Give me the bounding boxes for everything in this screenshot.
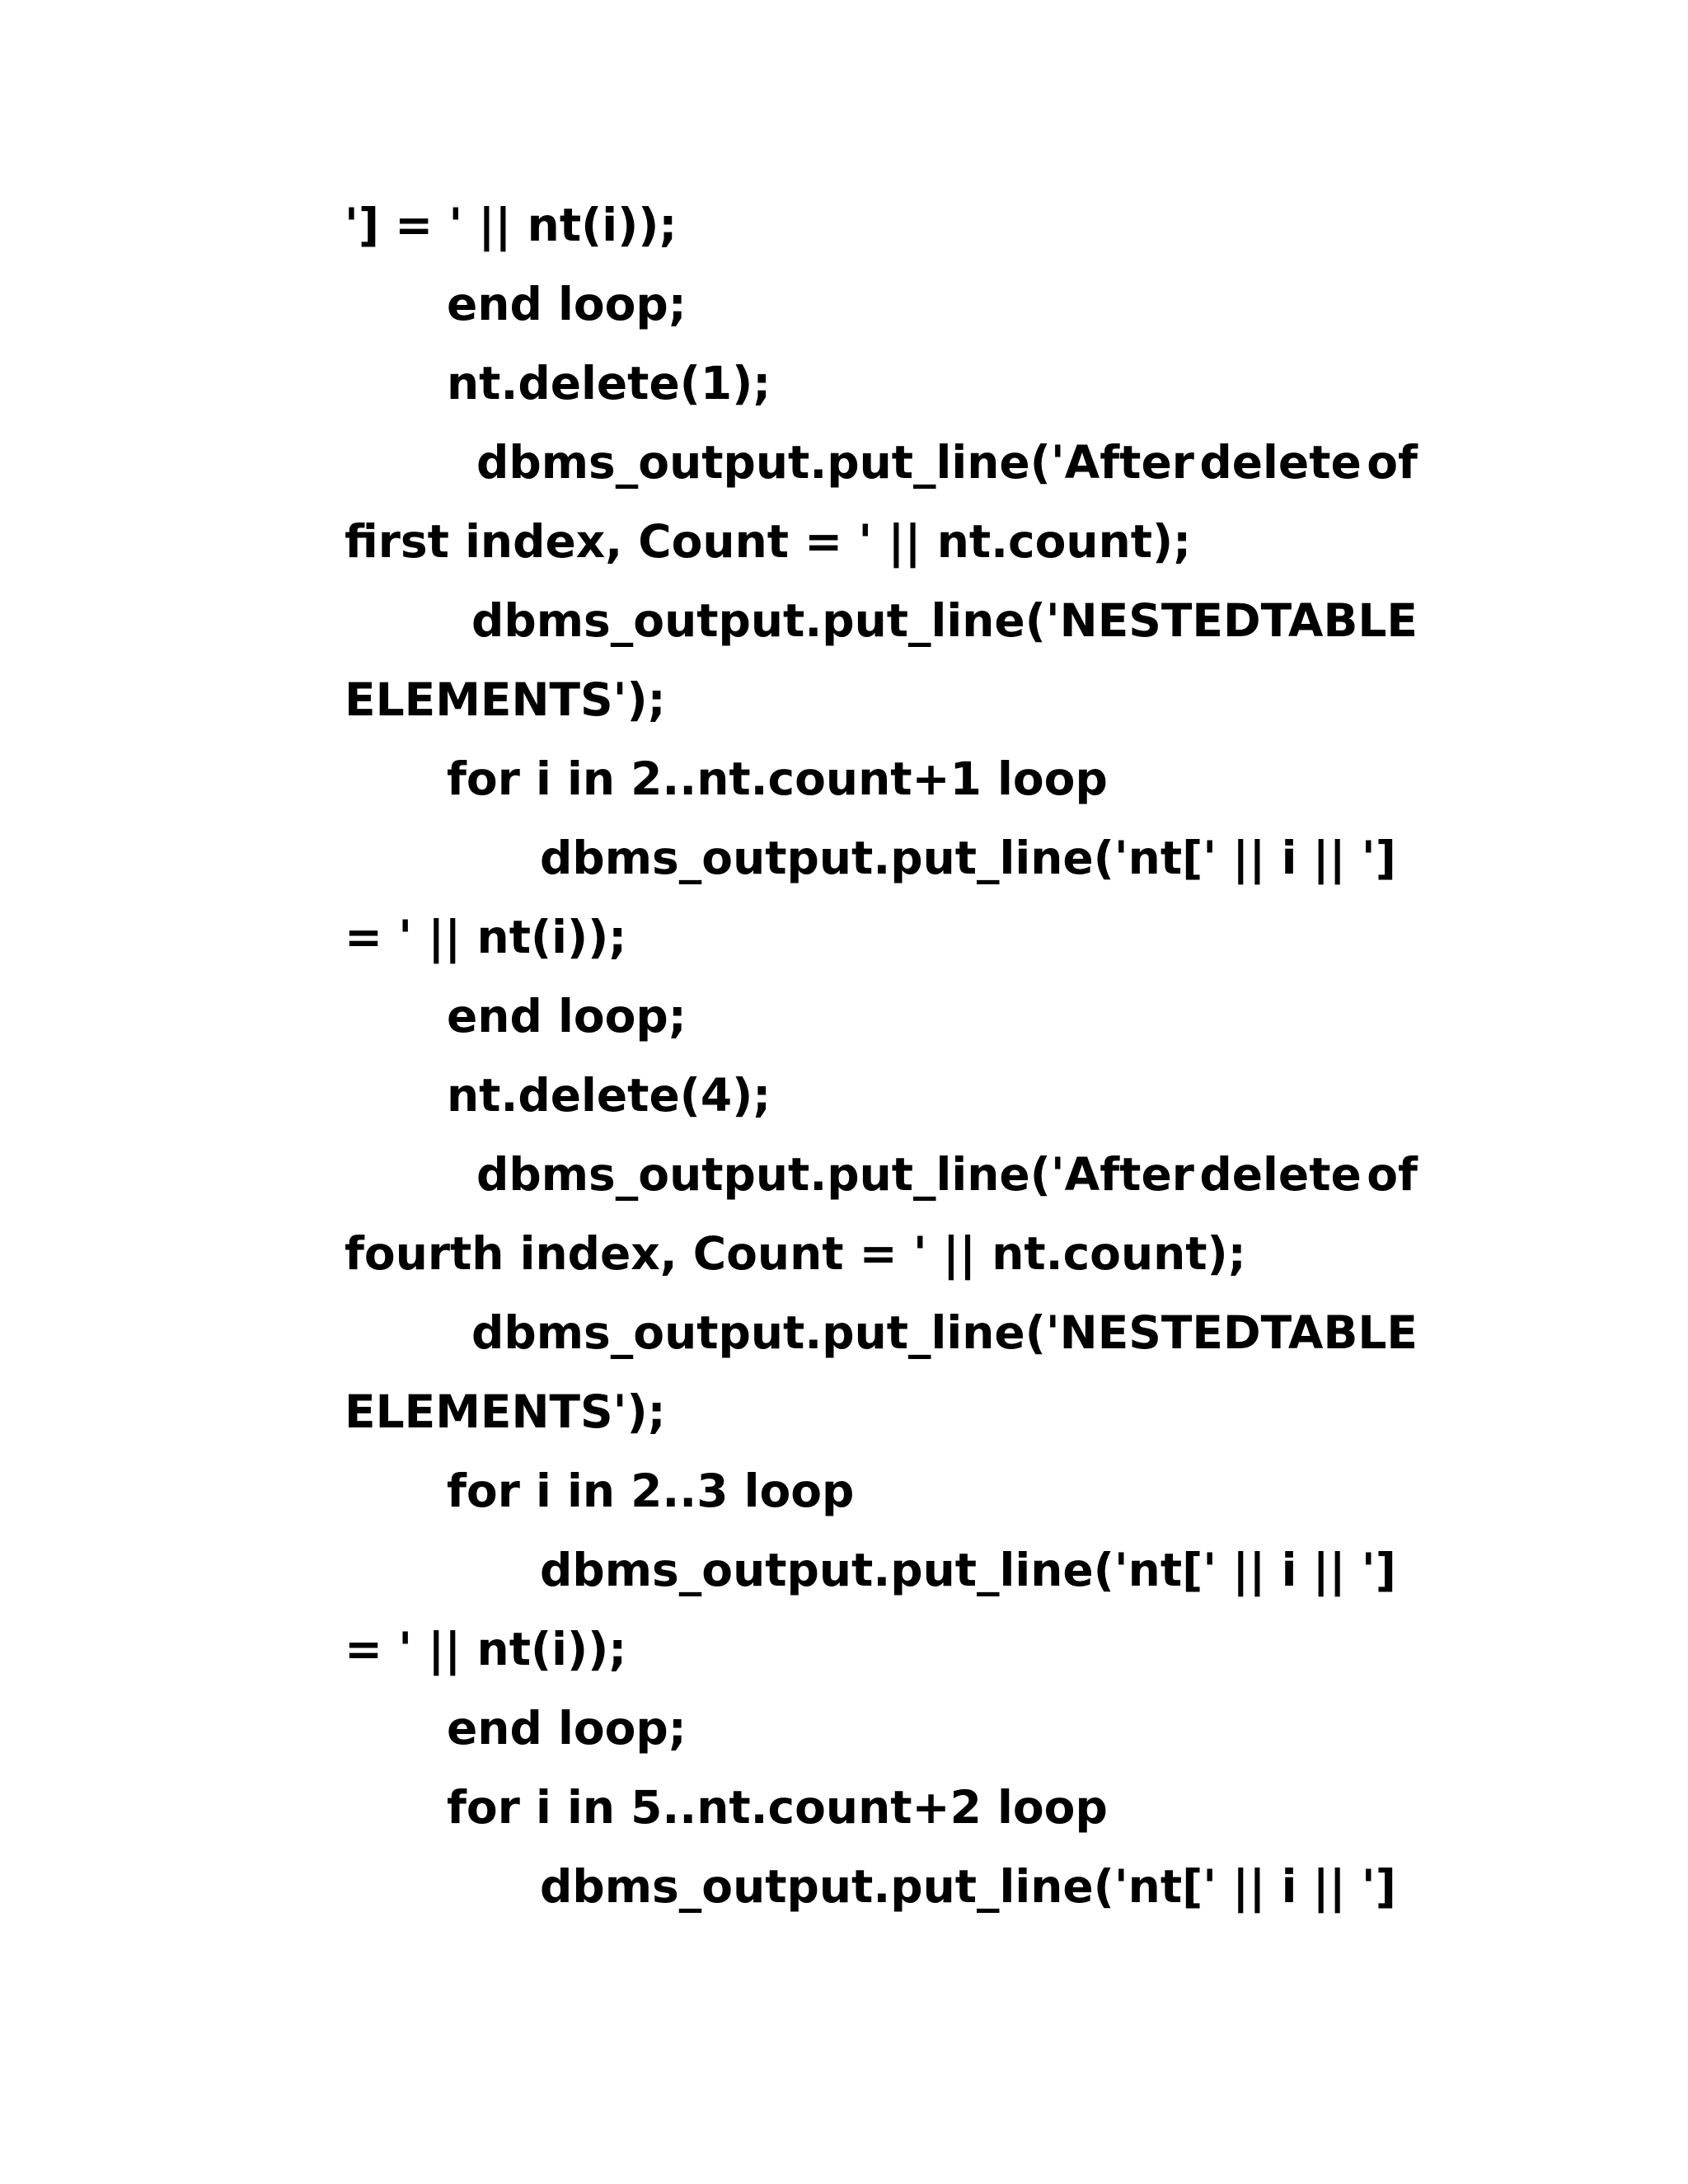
code-line-17: for i in 2..3 loop — [447, 1465, 855, 1517]
code-line-11: end loop; — [447, 990, 687, 1043]
code-line-3: nt.delete(1); — [447, 357, 771, 410]
code-line-13 — [476, 1146, 1418, 1203]
code-line-5: first index, Count = ' || nt.count); — [345, 515, 1192, 568]
code-line-7: ELEMENTS'); — [345, 673, 666, 726]
code-line-15 — [471, 1304, 1418, 1361]
code-line-2: end loop; — [447, 278, 687, 330]
code-line-20: end loop; — [447, 1702, 687, 1755]
code-line-1: '] = ' || nt(i)); — [345, 199, 678, 251]
code-line-16: ELEMENTS'); — [345, 1385, 666, 1438]
code-word: TABLE — [1260, 1306, 1418, 1359]
code-line-9: dbms_output.put_line('nt[' || i || '] — [540, 832, 1396, 884]
code-line-4 — [476, 434, 1418, 491]
code-word: TABLE — [1260, 594, 1418, 647]
code-line-6 — [471, 592, 1418, 649]
code-word: of — [1367, 1148, 1418, 1201]
code-word: dbms_output.put_line('NESTED — [471, 594, 1261, 647]
code-line-12: nt.delete(4); — [447, 1069, 771, 1122]
code-line-22: dbms_output.put_line('nt[' || i || '] — [540, 1860, 1396, 1913]
code-line-18: dbms_output.put_line('nt[' || i || '] — [540, 1544, 1396, 1596]
code-line-19: = ' || nt(i)); — [345, 1623, 627, 1675]
code-word: dbms_output.put_line('After — [476, 1148, 1194, 1201]
code-word: delete — [1199, 436, 1362, 489]
code-word: delete — [1199, 1148, 1362, 1201]
code-word: of — [1367, 436, 1418, 489]
code-line-21: for i in 5..nt.count+2 loop — [447, 1781, 1108, 1834]
code-word: dbms_output.put_line('NESTED — [471, 1306, 1261, 1359]
code-line-8: for i in 2..nt.count+1 loop — [447, 752, 1108, 805]
code-line-10: = ' || nt(i)); — [345, 911, 627, 963]
code-word: dbms_output.put_line('After — [476, 436, 1194, 489]
code-line-14: fourth index, Count = ' || nt.count); — [345, 1227, 1246, 1280]
